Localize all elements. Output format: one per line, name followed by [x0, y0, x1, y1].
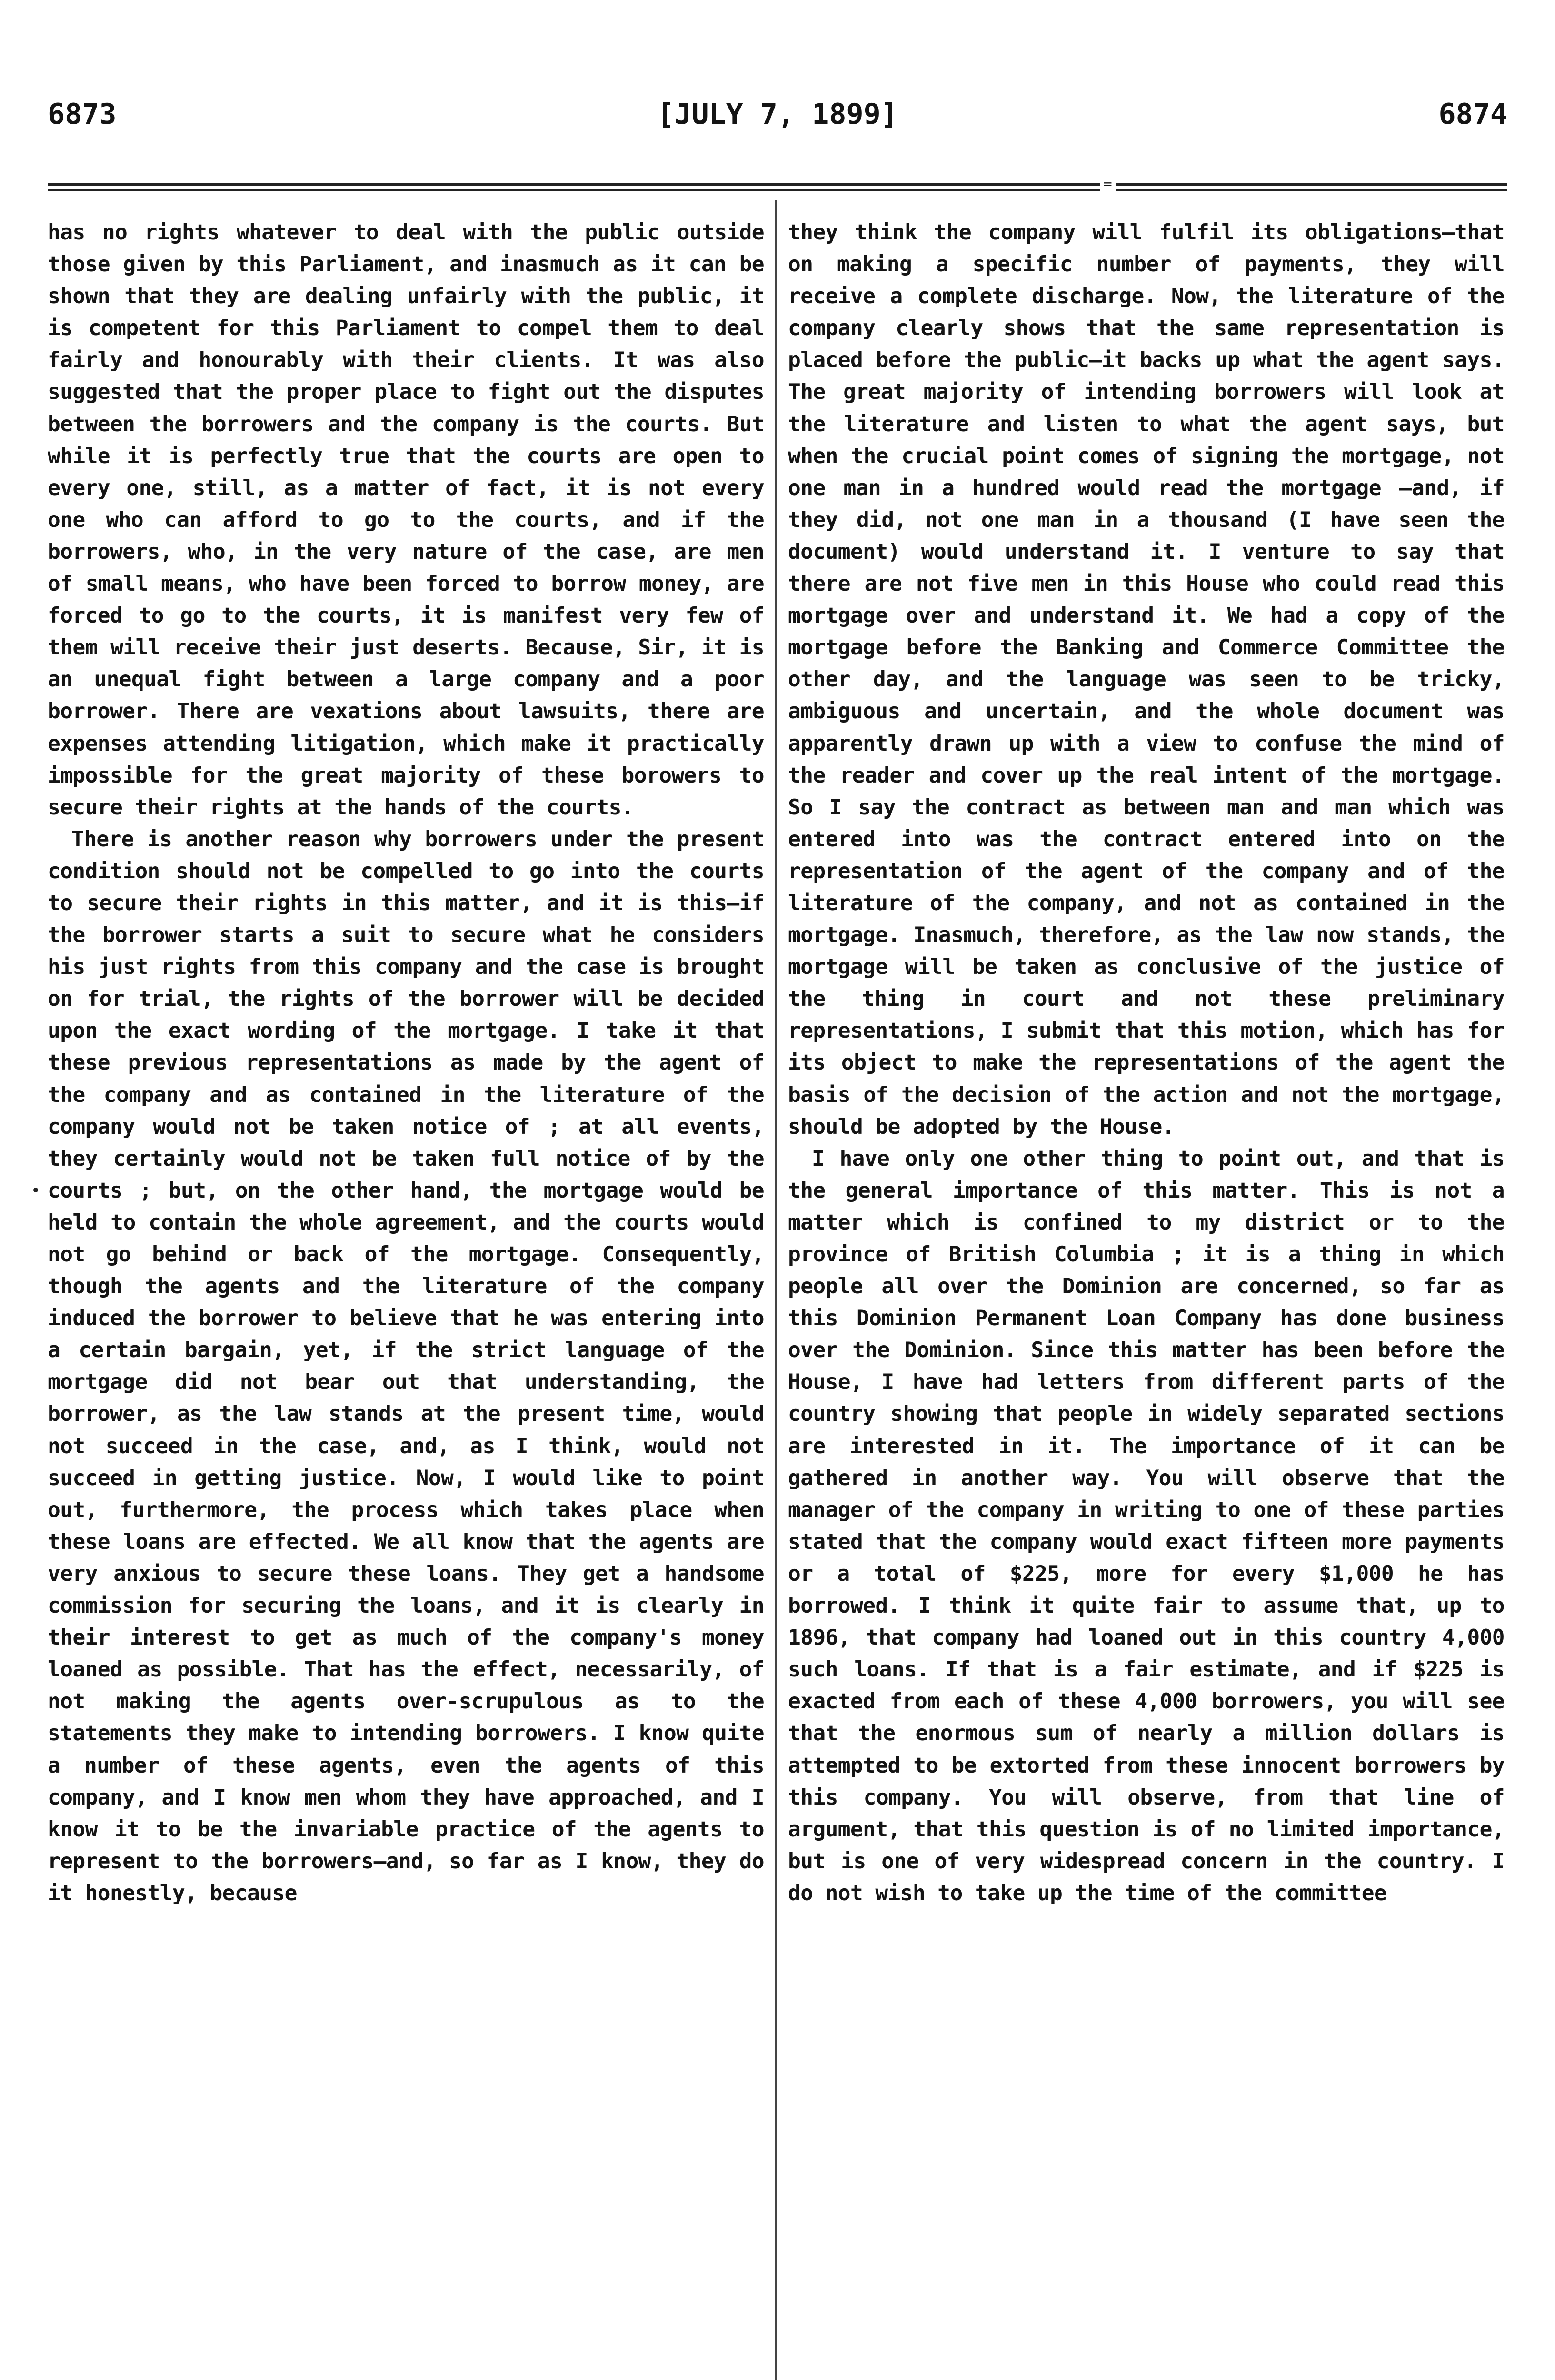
- page-header: [48, 98, 1507, 164]
- paragraph: has no rights whatever to deal with the public outside those given by this Parliament, and inasmuch as it can be shown that they are dealing unfairly with the public, it is competent for this Parliament to compel them to deal fairly and honourably with their clients. It was also suggested that the proper place to fight out the disputes between the borrowers and the company is the courts. But while it is perfectly true that the courts are open to every one, still, as a matter of fact, it is not every one who can afford to go to the courts, and if the borrowers, who, in the very nature of the case, are men of small means, who have been forced to borrow money, are forced to go to the courts, it is manifest very few of them will receive their just deserts. Because, Sir, it is an unequal fight between a large company and a poor borrower. There are vexations about lawsuits, there are expenses attending litigation, which make it practically impossible for the great majority of these borowers to secure their rights at the hands of the courts.: [48, 220, 764, 820]
- header-rule-bottom: [48, 189, 1507, 191]
- header-rule-top: [48, 183, 1507, 186]
- page-date: [JULY 7, 1899]: [657, 98, 898, 131]
- left-column: [48, 217, 764, 1909]
- rule-ornament-icon: ⁼: [1100, 176, 1116, 198]
- margin-mark-icon: [33, 1188, 38, 1192]
- page-number-right: 6874: [1438, 98, 1507, 131]
- paragraph: I have only one other thing to point out, and that is the general importance of this matter. This is not a matter which is confined to my district or to the province of British Columbia ; it is a thing in which people all over the Dominion are concerned, so far as this Dominion Permanent Loan Company has done business over the Dominion. Since this matter has been before the House, I have had letters from different parts of the country showing that people in widely separated sections are interested in it. The importance of it can be gathered in another way. You will observe that the manager of the company in writing to one of these parties stated that the company would exact fifteen more payments or a total of $225, more for every $1,000 he has borrowed. I think it quite fair to assume that, up to 1896, that company had loaned out in this country 4,000 such loans. If that is a fair estimate, and if $225 is exacted from each of these 4,000 borrowers, you will see that the enormous sum of nearly a million dollars is attempted to be extorted from these innocent borrowers by this company. You will observe, from that line of argument, that this question is of no limited importance, but is one of very widespread concern in the country. I do not wish to take up the time of the committee: [788, 1146, 1505, 1905]
- right-column: [788, 217, 1505, 1909]
- paragraph: they think the company will fulfil its obligations—that on making a specific number of payments, they will receive a complete discharge. Now, the literature of the company clearly shows that the same representation is placed before the public—it backs up what the agent says. The great majority of intending borrowers will look at the literature and listen to what the agent says, but when the crucial point comes of signing the mortgage, not one man in a hundred would read the mortgage —and, if they did, not one man in a thousand (I have seen the document) would understand it. I venture to say that there are not five men in this House who could read this mortgage over and understand it. We had a copy of the mortgage before the Banking and Commerce Committee the other day, and the language was seen to be tricky, ambiguous and uncertain, and the whole document was apparently drawn up with a view to confuse the mind of the reader and cover up the real intent of the mortgage. So I say the contract as between man and man which was entered into was the contract entered into on the representation of the agent of the company and of the literature of the company, and not as contained in the mortgage. Inasmuch, therefore, as the law now stands, the mortgage will be taken as conclusive of the justice of the thing in court and not these preliminary representations, I submit that this motion, which has for its object to make the representations of the agent the basis of the decision of the action and not the mortgage, should be adopted by the House.: [788, 220, 1505, 1139]
- paragraph: There is another reason why borrowers under the present condition should not be compelled to go into the courts to secure their rights in this matter, and it is this—if the borrower starts a suit to secure what he considers his just rights from this company and the case is brought on for trial, the rights of the borrower will be decided upon the exact wording of the mortgage. I take it that these previous representations as made by the agent of the company and as contained in the literature of the company would not be taken notice of ; at all events, they certainly would not be taken full notice of by the courts ; but, on the other hand, the mortgage would be held to contain the whole agreement, and the courts would not go behind or back of the mortgage. Consequently, though the agents and the literature of the company induced the borrower to believe that he was entering into a certain bargain, yet, if the strict language of the mortgage did not bear out that understanding, the borrower, as the law stands at the present time, would not succeed in the case, and, as I think, would not succeed in getting justice. Now, I would like to point out, furthermore, the process which takes place when these loans are effected. We all know that the agents are very anxious to secure these loans. They get a handsome commission for securing the loans, and it is clearly in their interest to get as much of the company's money loaned as possible. That has the effect, necessarily, of not making the agents over-scrupulous as to the statements they make to intending borrowers. I know quite a number of these agents, even the agents of this company, and I know men whom they have approached, and I know it to be the invariable practice of the agents to represent to the borrowers—and, so far as I know, they do it honestly, because: [48, 827, 764, 1905]
- column-divider: [775, 200, 777, 2380]
- page-number-left: 6873: [48, 98, 117, 131]
